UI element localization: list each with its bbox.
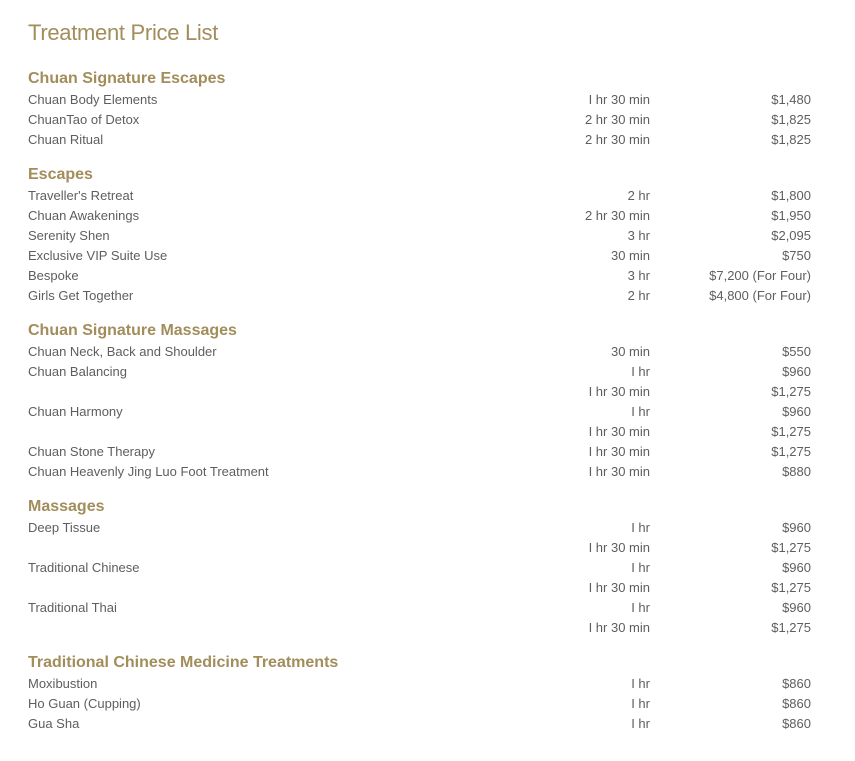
treatment-name: Chuan Ritual [28, 132, 104, 147]
treatment-name: Deep Tissue [28, 520, 101, 535]
treatment-duration: 30 min [610, 344, 650, 359]
treatment-duration: 2 hr [627, 288, 650, 303]
treatment-price: $960 [782, 520, 811, 535]
treatment-price: $1,950 [771, 208, 811, 223]
table-row [0, 714, 855, 734]
treatment-name: Bespoke [28, 268, 79, 283]
treatment-name: Exclusive VIP Suite Use [28, 248, 168, 263]
table-row [0, 382, 855, 402]
treatment-name: Serenity Shen [28, 228, 110, 243]
table-row [0, 266, 855, 286]
table-row [0, 598, 855, 618]
treatment-price: $1,825 [771, 112, 811, 127]
treatment-duration: I hr [631, 600, 650, 615]
treatment-price: $1,275 [771, 444, 811, 459]
table-row [0, 558, 855, 578]
treatment-price: $1,275 [771, 384, 811, 399]
table-row [0, 110, 855, 130]
treatment-price: $1,275 [771, 620, 811, 635]
table-row [0, 618, 855, 638]
treatment-name: Girls Get Together [28, 288, 134, 303]
treatment-price: $860 [782, 676, 811, 691]
treatment-name: Chuan Neck, Back and Shoulder [28, 344, 217, 359]
treatment-duration: 3 hr [627, 268, 650, 283]
treatment-duration: 30 min [610, 248, 650, 263]
table-row [0, 402, 855, 422]
treatment-price: $1,800 [771, 188, 811, 203]
treatment-name: Chuan Balancing [28, 364, 128, 379]
treatment-duration: I hr [631, 676, 650, 691]
table-row [0, 286, 855, 306]
table-row [0, 90, 855, 110]
table-row [0, 246, 855, 266]
table-row [0, 226, 855, 246]
treatment-duration: I hr 30 min [588, 580, 650, 595]
treatment-duration: I hr 30 min [588, 384, 650, 399]
treatment-name: Moxibustion [28, 676, 98, 691]
table-row [0, 422, 855, 442]
treatment-name: Chuan Heavenly Jing Luo Foot Treatment [28, 464, 269, 479]
treatment-price: $960 [782, 364, 811, 379]
treatment-price: $1,275 [771, 540, 811, 555]
section-heading: Massages [28, 498, 105, 515]
section-heading: Chuan Signature Escapes [28, 70, 226, 87]
table-row [0, 578, 855, 598]
treatment-price: $1,275 [771, 580, 811, 595]
treatment-name: Traditional Chinese [28, 560, 140, 575]
table-row [0, 130, 855, 150]
treatment-price: $1,275 [771, 424, 811, 439]
treatment-price: $960 [782, 600, 811, 615]
treatment-name: Gua Sha [28, 716, 80, 731]
treatment-price: $880 [782, 464, 811, 479]
treatment-name: ChuanTao of Detox [28, 112, 140, 127]
treatment-duration: I hr 30 min [588, 444, 650, 459]
treatment-name: Chuan Harmony [28, 404, 123, 419]
treatment-name: Chuan Body Elements [28, 92, 158, 107]
section-heading: Chuan Signature Massages [28, 322, 237, 339]
page-title: Treatment Price List [28, 20, 219, 45]
table-row [0, 518, 855, 538]
treatment-price: $1,480 [771, 92, 811, 107]
table-row [0, 442, 855, 462]
treatment-duration: I hr 30 min [588, 620, 650, 635]
treatment-price: $550 [782, 344, 811, 359]
treatment-duration: 2 hr 30 min [584, 208, 650, 223]
treatment-duration: I hr [631, 520, 650, 535]
treatment-name: Chuan Awakenings [28, 208, 140, 223]
treatment-price: $4,800 (For Four) [709, 288, 811, 303]
treatment-duration: 2 hr 30 min [584, 132, 650, 147]
treatment-duration: 2 hr 30 min [584, 112, 650, 127]
treatment-price: $960 [782, 404, 811, 419]
treatment-price: $2,095 [771, 228, 811, 243]
section-heading: Escapes [28, 166, 93, 183]
treatment-price: $860 [782, 716, 811, 731]
treatment-duration: I hr [631, 716, 650, 731]
treatment-price: $960 [782, 560, 811, 575]
treatment-name: Ho Guan (Cupping) [28, 696, 141, 711]
table-row [0, 186, 855, 206]
treatment-duration: I hr 30 min [588, 424, 650, 439]
section-heading: Traditional Chinese Medicine Treatments [28, 654, 339, 671]
treatment-price: $860 [782, 696, 811, 711]
treatment-duration: 3 hr [627, 228, 650, 243]
table-row [0, 462, 855, 482]
treatment-duration: I hr 30 min [588, 92, 650, 107]
treatment-duration: I hr 30 min [588, 464, 650, 479]
table-row [0, 694, 855, 714]
table-row [0, 342, 855, 362]
treatment-duration: I hr [631, 364, 650, 379]
treatment-price: $750 [782, 248, 811, 263]
treatment-duration: I hr [631, 696, 650, 711]
treatment-duration: 2 hr [627, 188, 650, 203]
treatment-duration: I hr [631, 404, 650, 419]
table-row [0, 538, 855, 558]
table-row [0, 674, 855, 694]
treatment-price: $7,200 (For Four) [709, 268, 811, 283]
treatment-price: $1,825 [771, 132, 811, 147]
table-row [0, 362, 855, 382]
treatment-name: Traditional Thai [28, 600, 117, 615]
table-row [0, 206, 855, 226]
treatment-name: Chuan Stone Therapy [28, 444, 155, 459]
treatment-duration: I hr [631, 560, 650, 575]
treatment-name: Traveller's Retreat [28, 188, 134, 203]
treatment-duration: I hr 30 min [588, 540, 650, 555]
